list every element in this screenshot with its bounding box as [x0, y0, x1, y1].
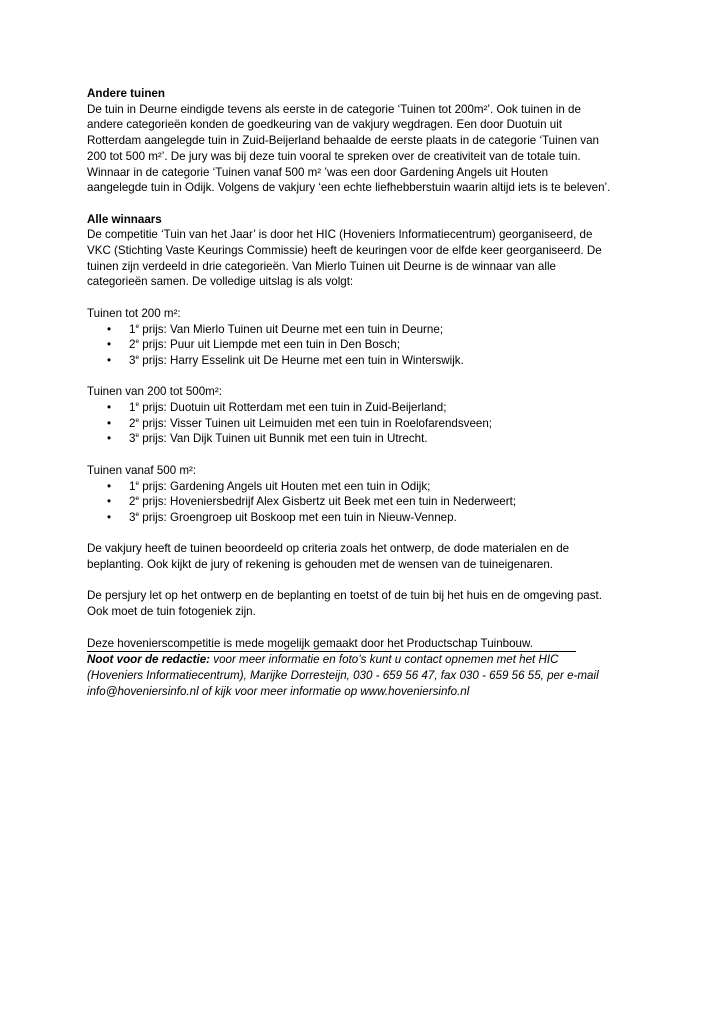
- prize-rank: 1: [129, 401, 136, 415]
- list-item: [87, 479, 647, 495]
- note-text: voor meer informatie en foto’s kunt u contact opnemen met het HIC: [210, 653, 559, 667]
- document-body: [87, 86, 647, 699]
- rank-suffix: e: [135, 432, 140, 440]
- list-item: [87, 353, 647, 369]
- bullet-icon: •: [107, 479, 112, 493]
- text-line: De tuin in Deurne eindigde tevens als eerste in de categorie ‘Tuinen tot 200m²’. Ook tuinen in de: [87, 102, 581, 116]
- rank-suffix: e: [135, 479, 140, 487]
- rank-suffix: e: [135, 322, 140, 330]
- heading-all-winners: Alle winnaars: [87, 212, 162, 226]
- prize-list: [87, 479, 647, 526]
- category-title: Tuinen tot 200 m²:: [87, 306, 181, 320]
- note-label: Noot voor de redactie:: [87, 653, 211, 667]
- prize-rank: 3: [129, 510, 136, 524]
- text-line: VKC (Stichting Vaste Keurings Commissie) heeft de keuringen voor de elfde keer georganiseerd. De: [87, 244, 602, 258]
- paragraph-other-gardens: [87, 102, 647, 196]
- prize-text: prijs: Van Mierlo Tuinen uit Deurne met een tuin in Deurne;: [139, 322, 444, 336]
- bullet-icon: •: [107, 353, 112, 367]
- bullet-icon: •: [107, 322, 112, 336]
- text-line: De vakjury heeft de tuinen beoordeeld op criteria zoals het ontwerp, de dode materialen en de: [87, 542, 570, 556]
- list-item: [87, 322, 647, 338]
- prize-rank: 3: [129, 432, 136, 446]
- prize-text: prijs: Groengroep uit Boskoop met een tuin in Nieuw-Vennep.: [139, 510, 457, 524]
- prize-text: prijs: Duotuin uit Rotterdam met een tuin in Zuid-Beijerland;: [139, 401, 447, 415]
- prize-rank: 2: [129, 416, 136, 430]
- text-line: De competitie ‘Tuin van het Jaar’ is door het HIC (Hoveniers Informatiecentrum) georganiseerd, de: [87, 228, 593, 242]
- bullet-icon: •: [107, 510, 112, 524]
- list-item: [87, 510, 647, 526]
- rank-suffix: e: [135, 495, 140, 503]
- prize-text: prijs: Visser Tuinen uit Leimuiden met een tuin in Roelofarendsveen;: [139, 416, 493, 430]
- prize-text: prijs: Hoveniersbedrijf Alex Gisbertz uit Beek met een tuin in Nederweert;: [139, 495, 517, 509]
- paragraph-all-winners: [87, 227, 647, 290]
- text-line: beplanting. Ook kijkt de jury of rekening is gehouden met de wensen van de tuineigenaren.: [87, 558, 553, 572]
- prize-rank: 1: [129, 322, 136, 336]
- bullet-icon: •: [107, 338, 112, 352]
- prize-rank: 3: [129, 353, 136, 367]
- prize-text: prijs: Puur uit Liempde met een tuin in Den Bosch;: [139, 338, 401, 352]
- text-line: andere categorieën konden de goedkeuring van de vakjury wegdragen. Een door Duotuin uit: [87, 118, 563, 132]
- prize-text: prijs: Van Dijk Tuinen uit Bunnik met een tuin in Utrecht.: [139, 432, 428, 446]
- text-line: tuinen zijn verdeeld in drie categorieën. Van Mierlo Tuinen uit Deurne is de winnaar van alle: [87, 259, 556, 273]
- bullet-icon: •: [107, 401, 112, 415]
- paragraph-sponsor: Deze hovenierscompetitie is mede mogelijk gemaakt door het Productschap Tuinbouw.: [87, 636, 533, 650]
- prize-rank: 2: [129, 495, 136, 509]
- bullet-icon: •: [107, 495, 112, 509]
- text-line: Ook moet de tuin fotogeniek zijn.: [87, 605, 256, 619]
- list-item: [87, 431, 647, 447]
- heading-other-gardens: Andere tuinen: [87, 87, 165, 100]
- text-line: categorieën samen. De volledige uitslag is als volgt:: [87, 275, 354, 289]
- category-200-to-500: [87, 384, 647, 447]
- prize-list: [87, 322, 647, 369]
- text-line: Winnaar in de categorie ‘Tuinen vanaf 500 m² ’was een door Gardening Angels uit Houten: [87, 165, 549, 179]
- prize-text: prijs: Harry Esselink uit De Heurne met een tuin in Winterswijk.: [139, 353, 464, 367]
- note-line: [87, 652, 647, 668]
- bullet-icon: •: [107, 416, 112, 430]
- category-title: Tuinen van 200 tot 500m²:: [87, 385, 222, 399]
- rank-suffix: e: [135, 510, 140, 518]
- text-line: 200 tot 500 m²’. De jury was bij deze tuin vooral te spreken over de creativiteit van de totale tuin.: [87, 149, 581, 163]
- note-line: info@hoveniersinfo.nl of kijk voor meer informatie op www.hoveniersinfo.nl: [87, 684, 470, 698]
- text-line: aangelegde tuin in Odijk. Volgens de vakjury ‘een echte liefhebberstuin waarin altijd iets is te beleven’.: [87, 181, 611, 195]
- prize-rank: 1: [129, 479, 136, 493]
- text-line: De persjury let op het ontwerp en de beplanting en toetst of de tuin bij het huis en de omgeving past.: [87, 589, 602, 603]
- rank-suffix: e: [135, 353, 140, 361]
- prize-list: [87, 400, 647, 447]
- note-line: (Hoveniers Informatiecentrum), Marijke Dorresteijn, 030 - 659 56 47, fax 030 - 659 56 55, per e-mail: [87, 668, 599, 682]
- rank-suffix: e: [135, 401, 140, 409]
- paragraph-press-jury: [87, 588, 647, 619]
- list-item: [87, 416, 647, 432]
- editor-note: [87, 652, 647, 699]
- rank-suffix: e: [135, 416, 140, 424]
- paragraph-jury-criteria: [87, 541, 647, 572]
- text-line: Rotterdam aangelegde tuin in Zuid-Beijerland behaalde de eerste plaats in de categorie ‘Tuinen van: [87, 134, 599, 148]
- category-from-500: [87, 463, 647, 526]
- category-title: Tuinen vanaf 500 m²:: [87, 463, 197, 477]
- prize-rank: 2: [129, 338, 136, 352]
- list-item: [87, 337, 647, 353]
- category-up-to-200: [87, 306, 647, 369]
- rank-suffix: e: [135, 338, 140, 346]
- prize-text: prijs: Gardening Angels uit Houten met een tuin in Odijk;: [139, 479, 431, 493]
- bullet-icon: •: [107, 432, 112, 446]
- list-item: [87, 494, 647, 510]
- list-item: [87, 400, 647, 416]
